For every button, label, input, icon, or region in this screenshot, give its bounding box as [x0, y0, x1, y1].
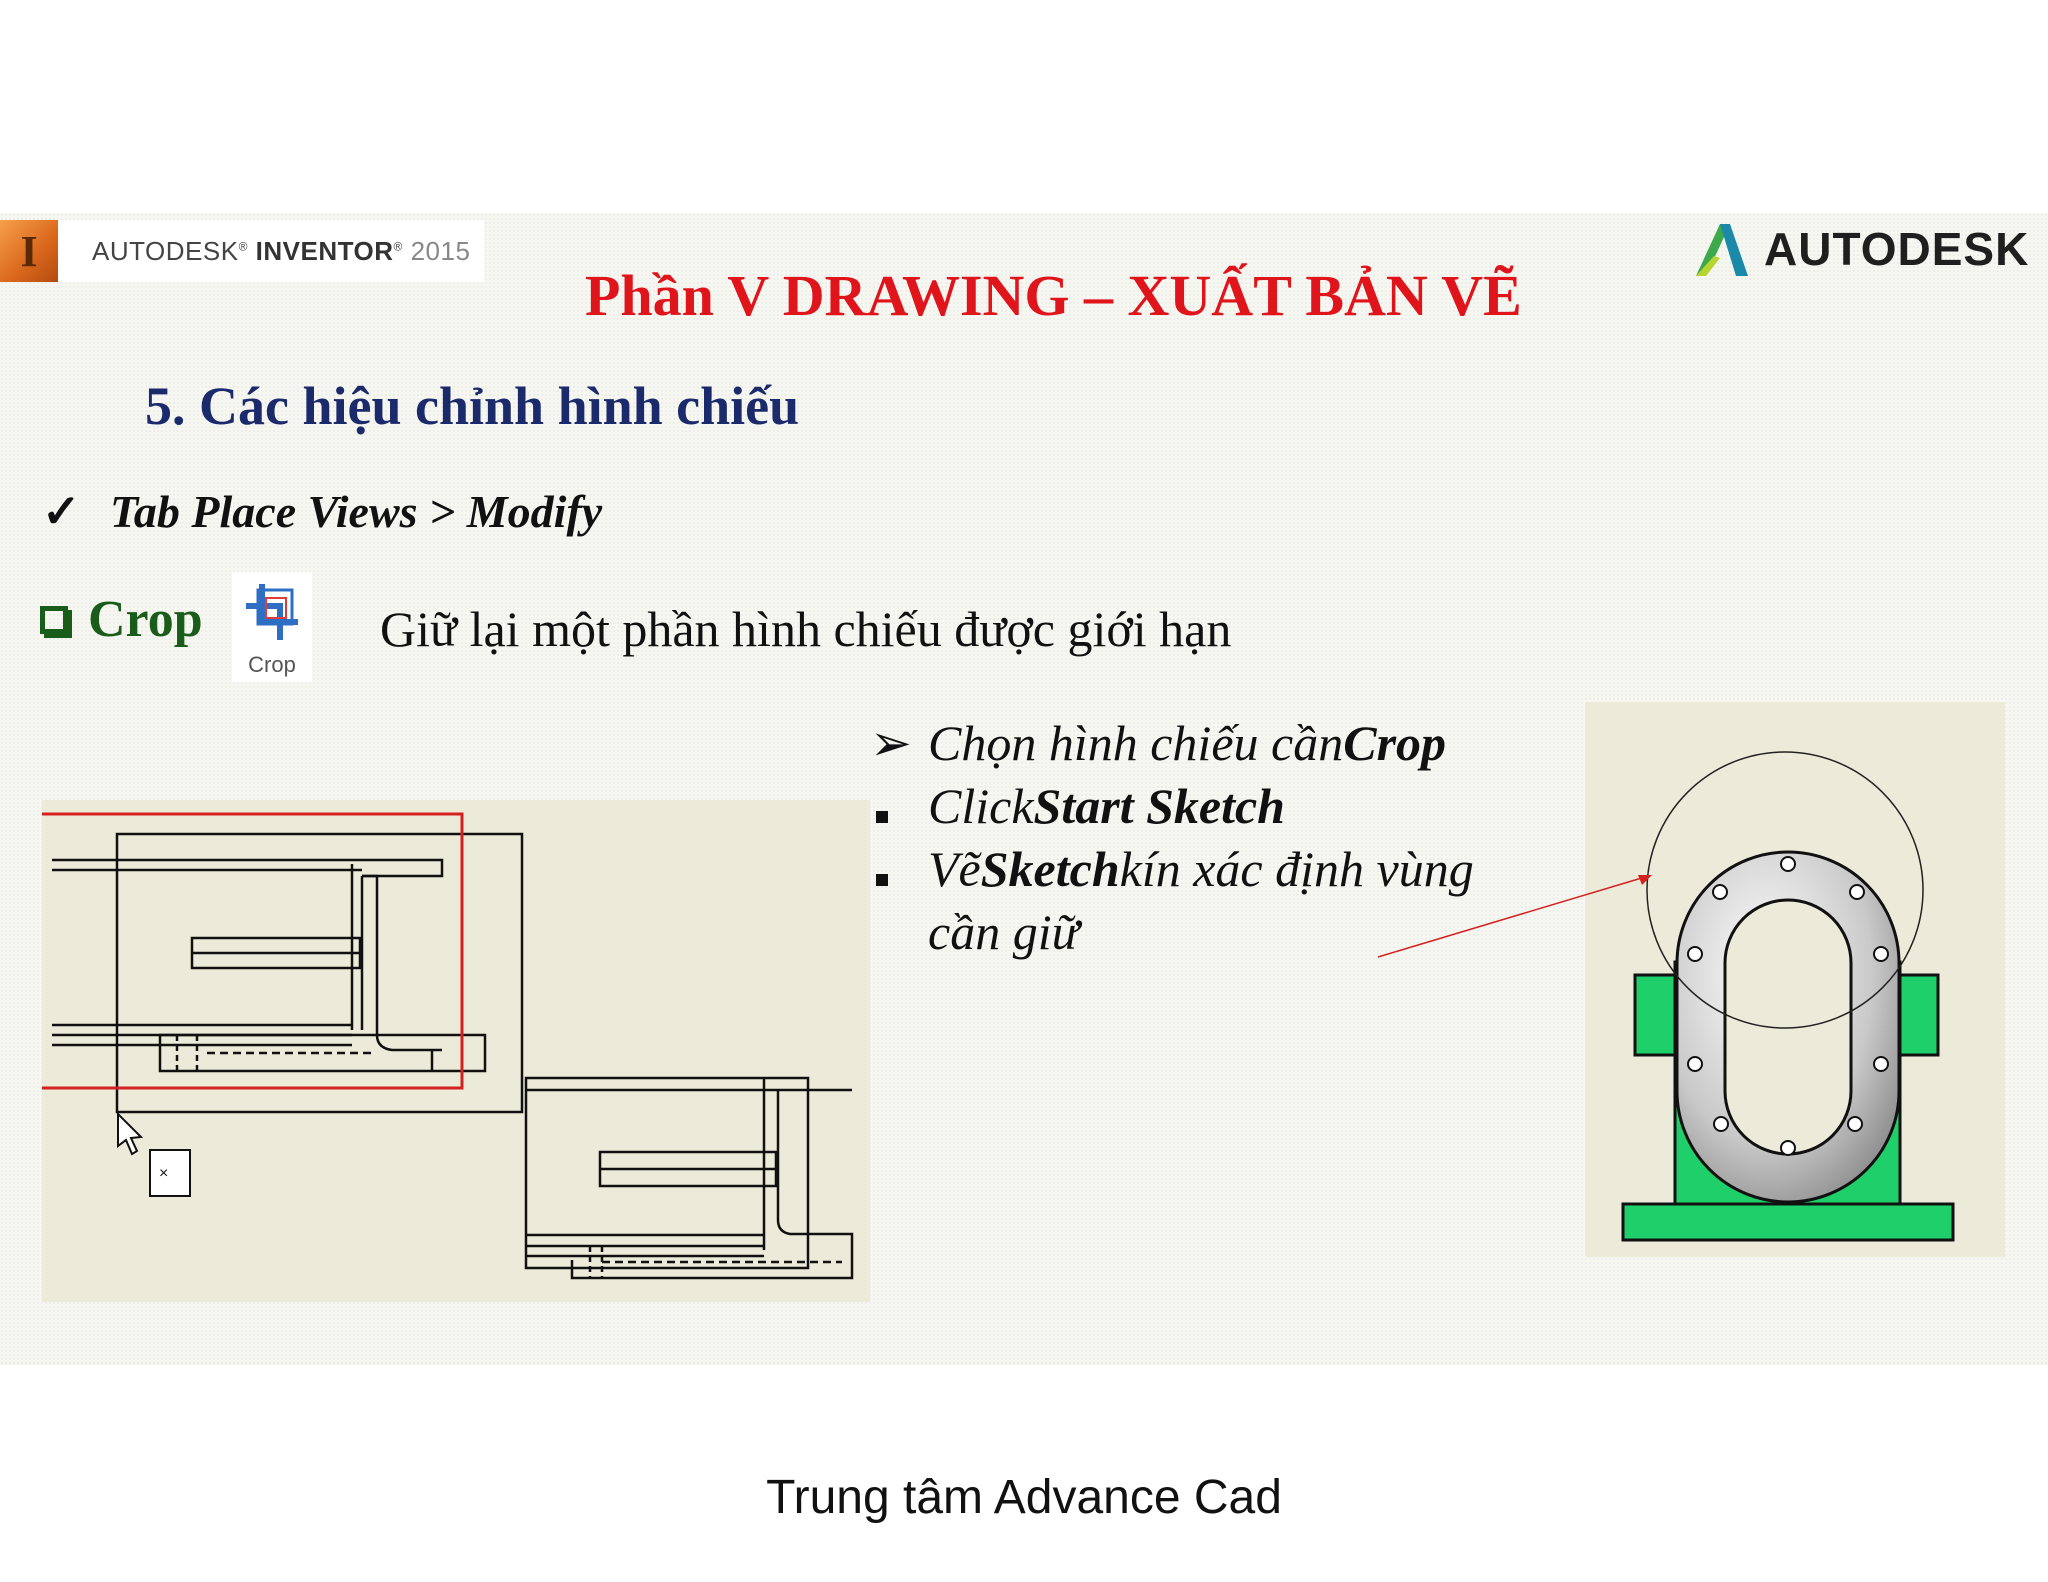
crop-icon-label: Crop [248, 652, 296, 677]
check-icon: ✓ [42, 486, 81, 537]
list-item: ➢ Chọn hình chiếu cần Crop [870, 712, 1474, 775]
autodesk-logo-icon [1690, 218, 1752, 280]
crop-heading-text: Crop [88, 591, 203, 648]
list-item: Click Start Sketch [870, 775, 1474, 838]
crop-description: Giữ lại một phần hình chiếu được giới hạn [380, 601, 1232, 657]
inventor-icon: I [0, 220, 58, 282]
crop-tool-button[interactable] [232, 572, 312, 682]
autodesk-logo-text: AUTODESK [1764, 223, 2030, 275]
inventor-logo-text: AUTODESK® INVENTOR® 2015 [92, 235, 471, 266]
svg-text:×: × [159, 1165, 169, 1182]
slide-title: Phần V DRAWING – XUẤT BẢN VẼ [585, 263, 1522, 328]
crop-icon [232, 572, 312, 652]
tab-path-text: Tab Place Views > Modify [110, 486, 603, 537]
list-item: cần giữ [928, 904, 1079, 960]
crop-drawing-screenshot [42, 800, 870, 1302]
footer-text: Trung tâm Advance Cad [766, 1471, 1282, 1524]
autodesk-logo [1690, 214, 2029, 284]
arrow-bullet-icon: ➢ [870, 715, 912, 771]
checkbox-icon [40, 606, 68, 634]
section-subtitle: 5. Các hiệu chỉnh hình chiếu [145, 376, 800, 436]
list-item: Vẽ Sketch kín xác định vùng [870, 838, 1474, 901]
crop-heading [40, 590, 203, 649]
square-bullet-icon [870, 838, 928, 901]
pointer-arrow [1370, 865, 1660, 965]
inventor-logo [0, 220, 484, 282]
tab-path [42, 484, 602, 538]
crop-example-image [1585, 702, 2005, 1257]
square-bullet-icon [870, 775, 928, 838]
